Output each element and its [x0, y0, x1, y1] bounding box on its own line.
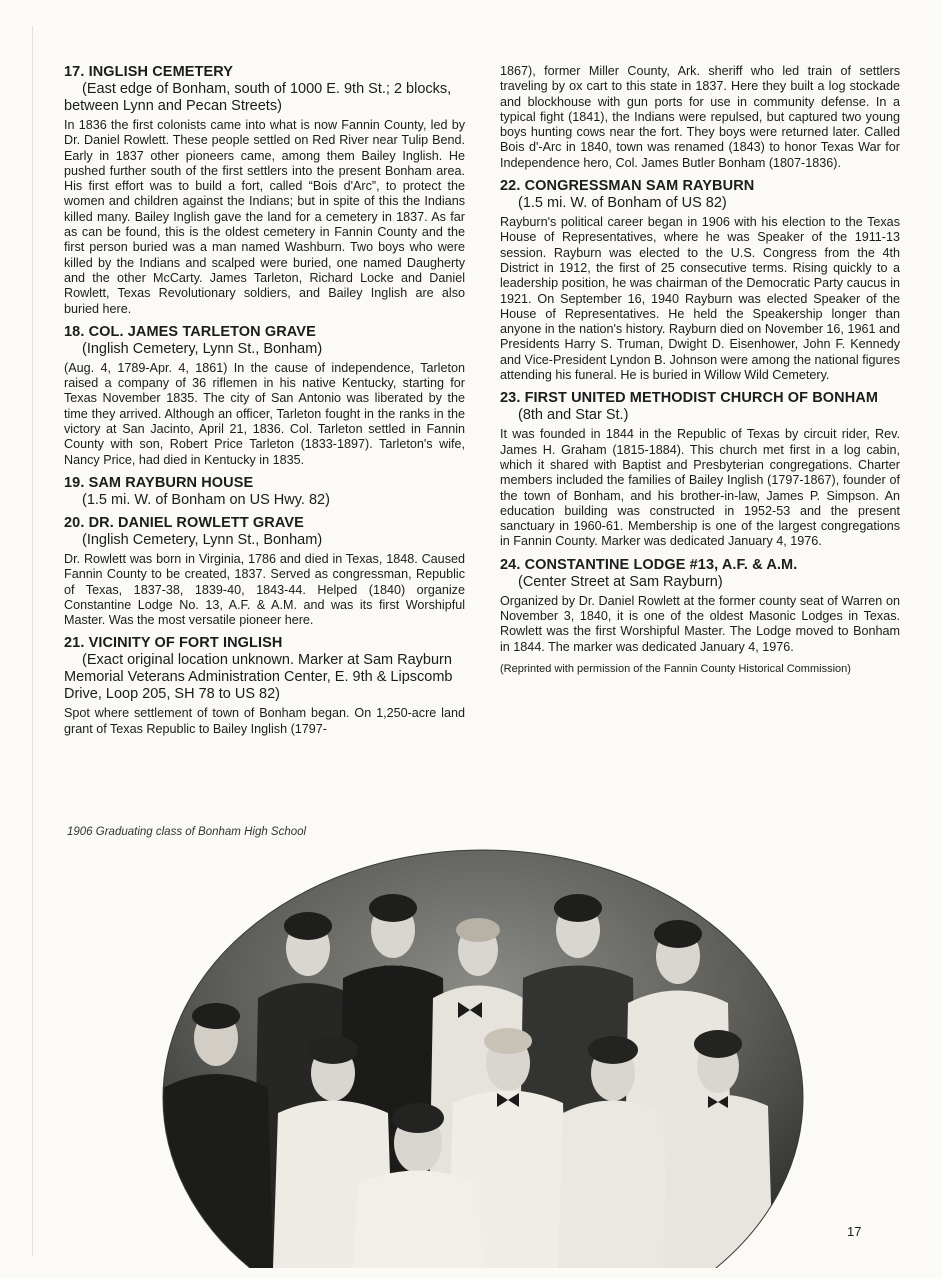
- entry-title: 18. COL. JAMES TARLETON GRAVE: [64, 323, 316, 340]
- page-margin-rule: [32, 26, 33, 1256]
- entry-location: (Inglish Cemetery, Lynn St., Bonham): [82, 531, 323, 548]
- left-column: [64, 64, 465, 744]
- entry-constantine-lodge: [500, 557, 900, 655]
- entry-title: 24. CONSTANTINE LODGE #13, A.F. & A.M.: [500, 556, 798, 573]
- entry-congressman-rayburn: [500, 178, 900, 383]
- entry-body: Rayburn's political career began in 1906 with his election to the Texas House of Representatives, where he was Speaker of the 1911-13 session. Rayburn was elected to the U.S. Congress from the 4th District in 1912, the first of 25 consecutive terms. Rising quickly to a leadership position, he was chairman of the Democratic Party caucus in 1921. On September 16, 1940 Rayburn was elected Speaker of the House of Representatives. He held the Speakership longer than anyone in the nation's history. Rayburn died on November 16, 1961 and Presidents Harry S. Truman, Dwight D. Eisenhower, John F. Kennedy and Vice-President Lyndon B. Johnson were among the national figures attending his funeral. He is buried in Willow Wild Cemetery.: [500, 215, 900, 383]
- entry-title: 19. SAM RAYBURN HOUSE: [64, 474, 254, 491]
- entry-location: (Exact original location unknown. Marker at Sam Rayburn Memorial Veterans Administration Center, E. 9th & Lipscomb Drive, Loop 205, SH 78 to US 82): [64, 652, 453, 703]
- entry-body: (Aug. 4, 1789-Apr. 4, 1861) In the cause of independence, Tarleton raised a company of 36 riflemen in his native Kentucky, starting for Texas November 1835. The city of San Antonio was liberated by the time they arrived. Although an officer, Tarleton fought in the ranks in the victory at San Jacinto, April 21, 1836. Col. Tarleton settled in Fannin County with son, Robert Price Tarleton (1833-1897). Tarleton's wife, Nancy Price, had died in Kentucky in 1835.: [64, 360, 465, 467]
- continued-text: 1867), former Miller County, Ark. sheriff who led train of settlers traveling by ox cart to this state in 1837. Here they built a log stockade and blockhouse with gun ports for use in community defense. In a typical fight (1841), the Indians were repulsed, but captured two young boys hunting cows near the fort. They boys were returned later. Called Bois d'-Arc in 1840, town was renamed (1843) to honor Texas War for Independence hero, Col. James Butler Bonham (1807-1836).: [500, 64, 900, 170]
- oval-photo-graphic: [158, 838, 808, 1268]
- entry-rowlett-grave: [64, 515, 465, 628]
- entry-body: In 1836 the first colonists came into what is now Fannin County, led by Dr. Daniel Rowlett. These people settled on Red River near Tulip Bend. Early in 1837 other pioneers came, among them Bailey Inglish. He pushed further south of the first settlers into the present Bonham area. His first effort was to build a fort, called “Bois d'Arc”, to protect the women and children against the Indians; but in spite of this the Indians killed many. Bailey Inglish gave the land for a cemetery in 1837. As far as can be found, this is the oldest cemetery in Fannin County and the first person buried was a man named Washburn. Two boys who were killed by the Indians and scalped were buried, one named Daugherty and the other McCarty. James Tarleton, Richard Locke and Daniel Rowlett, Texas Revolutionary soldiers, and Bailey Inglish are also buried here.: [64, 118, 465, 316]
- entry-location: (East edge of Bonham, south of 1000 E. 9th St.; 2 blocks, between Lynn and Pecan Streets): [64, 81, 452, 114]
- photo-caption: 1906 Graduating class of Bonham High School: [67, 826, 307, 838]
- entry-location: (Inglish Cemetery, Lynn St., Bonham): [82, 340, 323, 357]
- reprint-credit: (Reprinted with permission of the Fannin County Historical Commission): [500, 662, 851, 675]
- right-column: [500, 64, 900, 687]
- page-number: 17: [847, 1224, 862, 1239]
- entry-methodist-church: [500, 390, 900, 549]
- entry-inglish-cemetery: [64, 64, 465, 317]
- entry-title: 23. FIRST UNITED METHODIST CHURCH OF BONHAM: [500, 390, 879, 407]
- entry-rayburn-house: [64, 475, 465, 509]
- entry-tarleton-grave: [64, 324, 465, 468]
- entry-location: (1.5 mi. W. of Bonham on US Hwy. 82): [82, 491, 330, 508]
- entry-body: Spot where settlement of town of Bonham began. On 1,250-acre land grant of Texas Republic to Bailey Inglish (1797-: [64, 706, 465, 736]
- entry-location: (1.5 mi. W. of Bonham of US 82): [518, 195, 727, 212]
- class-photo: [158, 838, 808, 1268]
- entry-title: 17. INGLISH CEMETERY: [64, 64, 234, 80]
- entry-title: 22. CONGRESSMAN SAM RAYBURN: [500, 178, 755, 195]
- entry-location: (Center Street at Sam Rayburn): [518, 573, 723, 590]
- entry-location: (8th and Star St.): [518, 407, 629, 424]
- entry-body: Organized by Dr. Daniel Rowlett at the former county seat of Warren on November 3, 1840, it is one of the oldest Masonic Lodges in Texas. Rowlett was the first Worshipful Master. The Lodge moved to Bonham in 1844. The marker was dedicated January 4, 1976.: [500, 593, 900, 654]
- entry-fort-inglish: [64, 635, 465, 737]
- entry-title: 21. VICINITY OF FORT INGLISH: [64, 635, 283, 652]
- entry-title: 20. DR. DANIEL ROWLETT GRAVE: [64, 514, 304, 531]
- entry-body: It was founded in 1844 in the Republic of Texas by circuit rider, Rev. James H. Graham (1815-1884). This church met first in a log cabin, which it shared with Baptist and Presbyterian congregations. Charter members included the families of Bailey Inglish (1797-1867), founder of the town of Bonham, and his brother-in-law, James P. Simpson. An education building was constructed in 1952-53 and the present sanctuary in 1960-61. Membership is one of the largest congregations in Fannin County. Marker was dedicated January 4, 1976.: [500, 427, 900, 549]
- entry-body: Dr. Rowlett was born in Virginia, 1786 and died in Texas, 1848. Caused Fannin County to be created, 1837. Served as congressman, Republic of Texas, 1837-38, 1839-40, 1843-44. Helped (1840) organize Constantine Lodge No. 13, A.F. & A.M. and was its first Worshipful Master. Was the most versatile pioneer here.: [64, 551, 465, 628]
